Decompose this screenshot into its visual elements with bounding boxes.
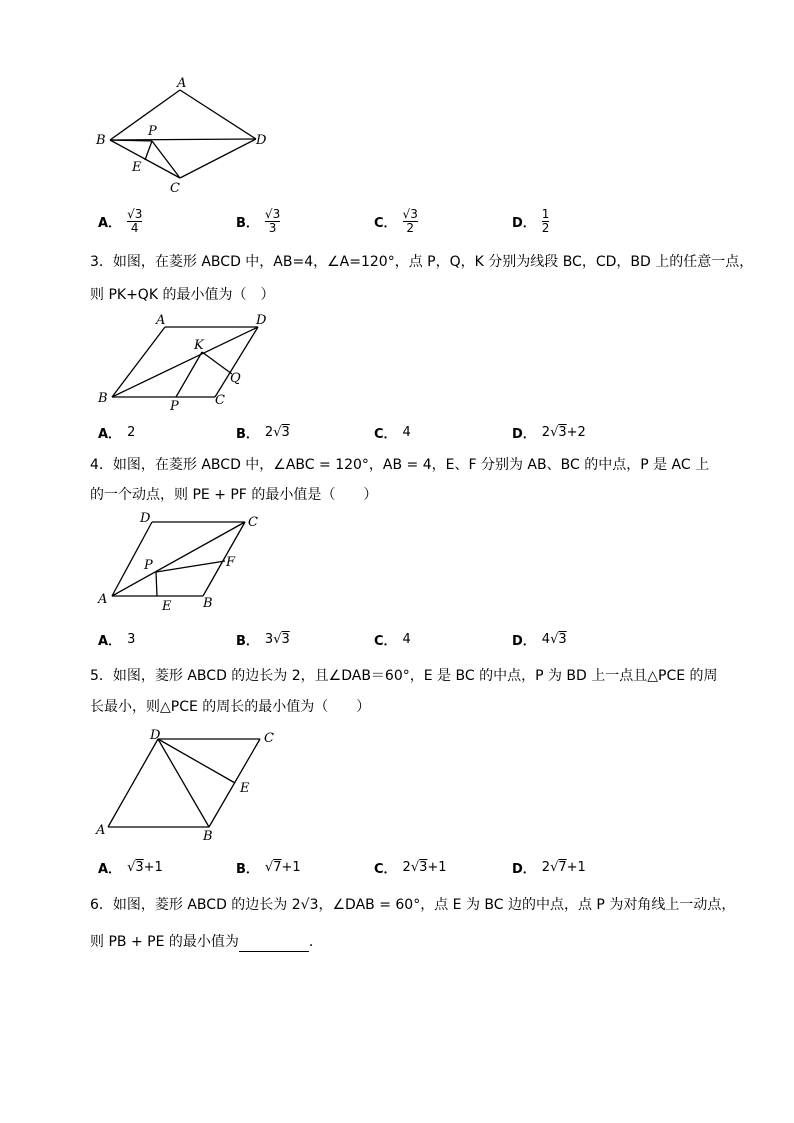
fig1-label-D: D xyxy=(256,133,267,148)
q3-option-b: B． 2 √ 3 xyxy=(236,425,290,442)
q5-option-c: C． 2 √ 3 +1 xyxy=(374,860,447,877)
svg-text:E: E xyxy=(240,781,250,796)
svg-text:D: D xyxy=(150,728,161,743)
q3-text-line1: 3．如图，在菱形 ABCD 中，AB=4，∠A=120°，点 P，Q，K 分别为线段 BC，CD，BD 上的任意一点， xyxy=(90,254,754,270)
q4-text-line1: 4．如图，在菱形 ABCD 中，∠ABC = 120°，AB = 4，E、F 分别为 AB、BC 的中点，P 是 AC 上 xyxy=(90,457,710,473)
q5-text-line2: 长最小，则△PCE 的周长的最小值为（ ） xyxy=(90,699,371,715)
figure-q5 xyxy=(90,726,290,846)
q5-text-line1: 5．如图，菱形 ABCD 的边长为 2，且∠DAB＝60°，E 是 BC 的中点，P 为 BD 上一点且△PCE 的周 xyxy=(90,668,718,684)
q3-option-c: C． 4 xyxy=(374,425,411,442)
svg-text:B: B xyxy=(98,391,108,406)
fig1-label-A: A xyxy=(177,76,187,91)
svg-text:F: F xyxy=(226,555,236,570)
q2-option-c: C． $\frac{√3}{2}$ xyxy=(374,207,418,235)
fig1-label-E: E xyxy=(132,160,142,175)
q4-option-a: A． 3 xyxy=(98,632,136,649)
q2-option-a-label: A． xyxy=(98,216,122,231)
fig1-label-P: P xyxy=(148,124,157,139)
q3-option-d: D． 2 √ 3 +2 xyxy=(512,425,586,442)
q4-text-line2: 的一个动点，则 PE + PF 的最小值是（ ） xyxy=(90,487,378,503)
q4-option-c: C． 4 xyxy=(374,632,411,649)
fig1-label-C: C xyxy=(170,181,180,196)
svg-text:E: E xyxy=(162,599,172,614)
figure-q3 xyxy=(90,310,290,415)
q4-option-b: B． 3 √ 3 xyxy=(236,632,290,649)
q5-option-b: B． √ 7 +1 xyxy=(236,860,301,877)
fig1-label-B: B xyxy=(96,133,106,148)
q2-option-b: B． $\frac{√3}{3}$ xyxy=(236,207,281,235)
svg-text:Q: Q xyxy=(230,371,241,386)
svg-text:C: C xyxy=(248,515,258,530)
svg-text:P: P xyxy=(170,399,179,414)
q3-text-line2: 则 PK+QK 的最小值为（ ） xyxy=(90,287,275,303)
q6-text-line1: 6．如图，菱形 ABCD 的边长为 2√3，∠DAB = 60°，点 E 为 BC 边的中点，点 P 为对角线上一动点， xyxy=(90,897,736,913)
q6-answer-blank[interactable] xyxy=(239,937,309,952)
svg-text:C: C xyxy=(264,731,274,746)
figure-q2 xyxy=(90,75,280,200)
svg-text:A: A xyxy=(98,592,108,607)
svg-text:B: B xyxy=(203,596,213,611)
q5-option-a: A． √ 3 +1 xyxy=(98,860,163,877)
svg-text:D: D xyxy=(140,511,151,526)
q6-text-line2: 则 PB + PE 的最小值为 ． xyxy=(90,934,323,950)
q4-option-d: D． 4 √ 3 xyxy=(512,632,567,649)
q2-option-a xyxy=(98,208,142,235)
figure-q4 xyxy=(90,508,280,618)
q2-option-d: D． $\frac{1}{2}$ xyxy=(512,207,550,235)
svg-text:K: K xyxy=(194,338,204,353)
svg-text:A: A xyxy=(156,313,166,328)
q2-option-a-fraction: $\frac{√3}{4}$ xyxy=(127,207,143,235)
svg-text:D: D xyxy=(256,313,267,328)
q3-option-a: A． 2 xyxy=(98,425,136,442)
svg-text:A: A xyxy=(96,823,106,838)
svg-text:C: C xyxy=(215,393,225,408)
svg-text:P: P xyxy=(144,558,153,573)
q5-option-d: D． 2 √ 7 +1 xyxy=(512,860,586,877)
svg-text:B: B xyxy=(203,829,213,844)
